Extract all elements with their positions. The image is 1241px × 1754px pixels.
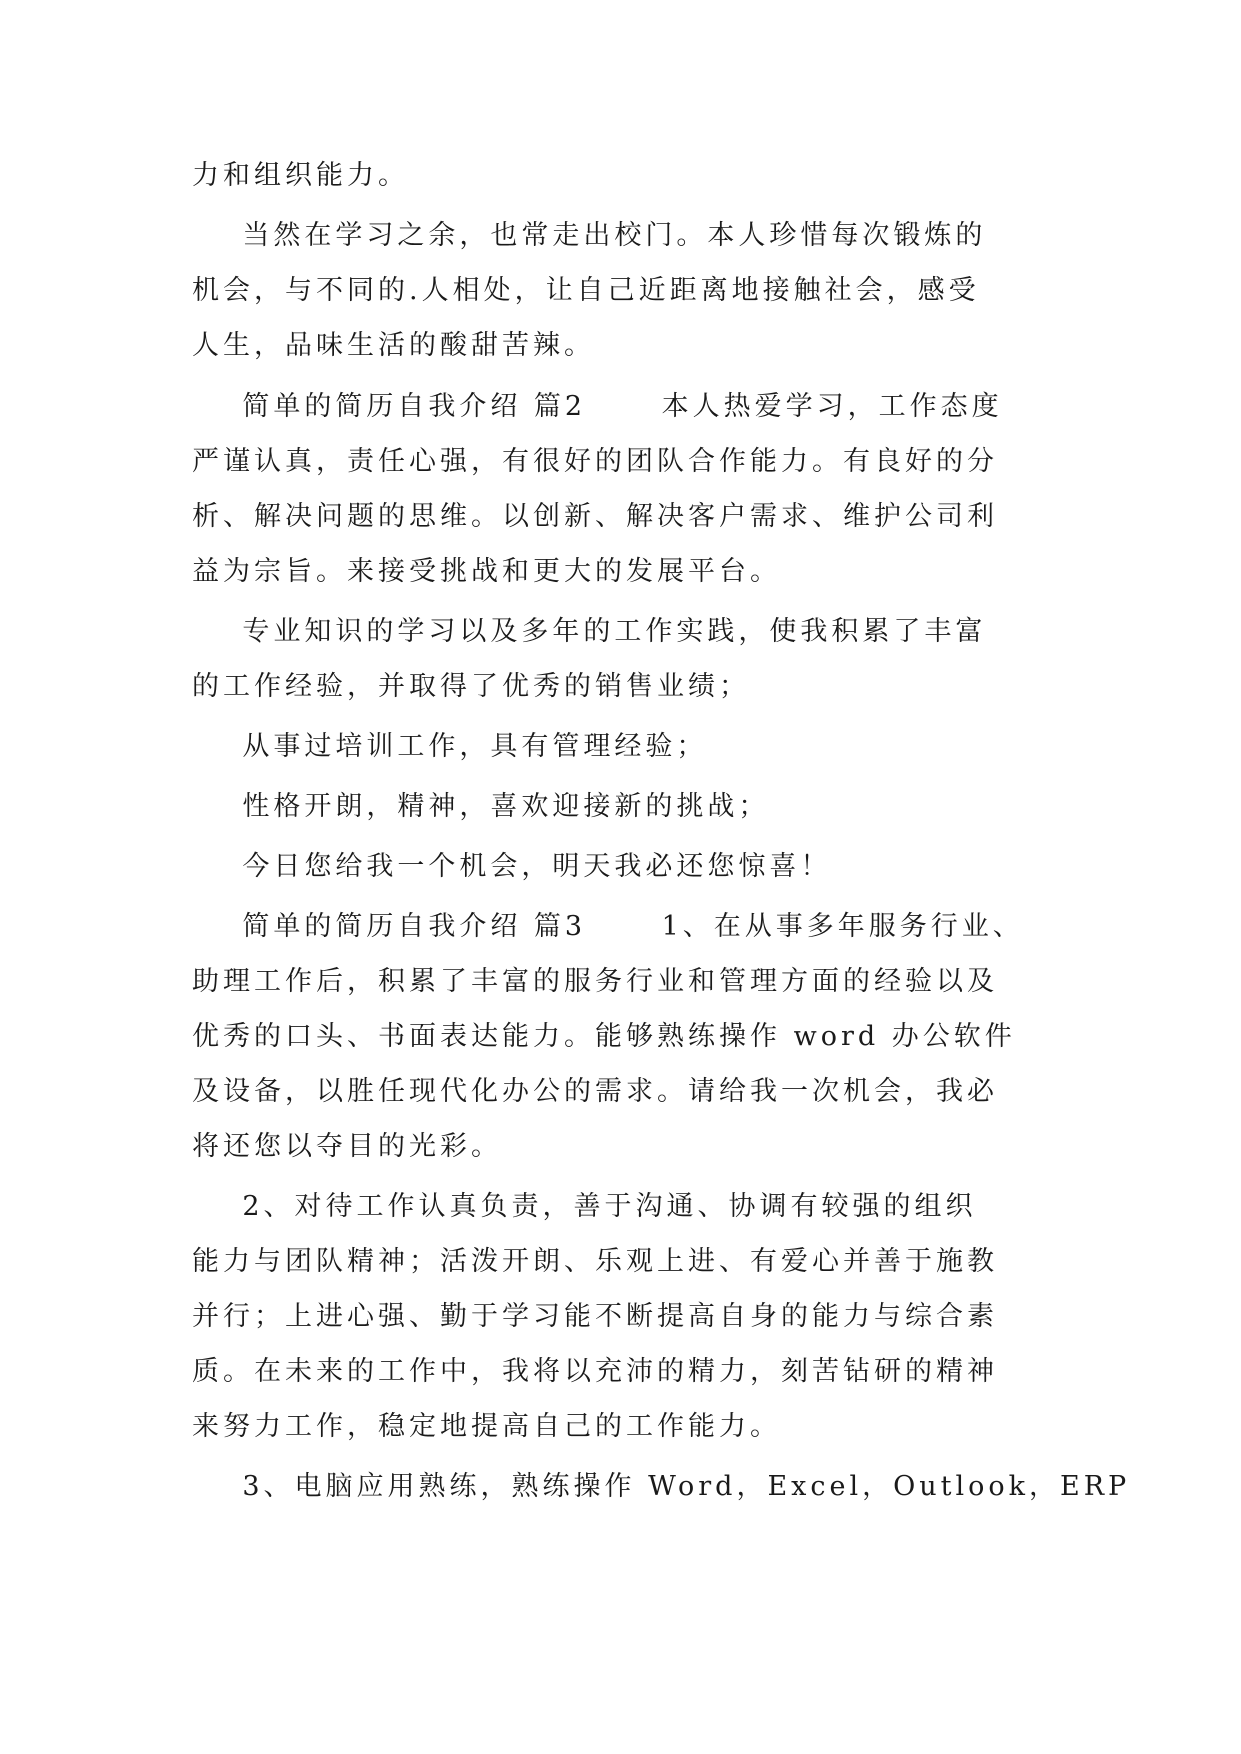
text-line: 质。在未来的工作中，我将以充沛的精力，刻苦钻研的精神 [192,1356,998,1387]
text-line: 并行；上进心强、勤于学习能不断提高自身的能力与综合素 [192,1301,998,1332]
text-line: 人生，品味生活的酸甜苦辣。 [192,330,595,361]
text-line: 从事过培训工作，具有管理经验； [192,731,708,762]
text-line: 助理工作后，积累了丰富的服务行业和管理方面的经验以及 [192,966,998,997]
text-line: 当然在学习之余，也常走出校门。本人珍惜每次锻炼的 [192,220,987,251]
text-line: 析、解决问题的思维。以创新、解决客户需求、维护公司利 [192,501,998,532]
text-line: 及设备，以胜任现代化办公的需求。请给我一次机会，我必 [192,1076,998,1107]
text-line: 将还您以夺目的光彩。 [192,1131,502,1162]
text-line: 3、电脑应用熟练，熟练操作 Word，Excel，Outlook，ERP [192,1471,1131,1502]
text-line: 今日您给我一个机会，明天我必还您惊喜！ [192,851,832,882]
text-line: 严谨认真，责任心强，有很好的团队合作能力。有良好的分 [192,446,998,477]
text-line: 简单的简历自我介绍 篇3 1、在从事多年服务行业、 [192,911,1024,942]
text-line: 专业知识的学习以及多年的工作实践，使我积累了丰富 [192,616,987,647]
text-line: 2、对待工作认真负责，善于沟通、协调有较强的组织 [192,1191,977,1222]
text-line: 益为宗旨。来接受挑战和更大的发展平台。 [192,556,781,587]
text-line: 能力与团队精神；活泼开朗、乐观上进、有爱心并善于施教 [192,1246,998,1277]
text-line: 的工作经验，并取得了优秀的销售业绩； [192,671,750,702]
text-line: 力和组织能力。 [192,160,409,191]
text-line: 优秀的口头、书面表达能力。能够熟练操作 word 办公软件 [192,1021,1016,1052]
text-line: 机会，与不同的.人相处，让自己近距离地接触社会，感受 [192,275,980,306]
text-line: 性格开朗，精神，喜欢迎接新的挑战； [192,791,770,822]
text-line: 来努力工作，稳定地提高自己的工作能力。 [192,1411,781,1442]
text-line: 简单的简历自我介绍 篇2 本人热爱学习，工作态度 [192,391,1003,422]
